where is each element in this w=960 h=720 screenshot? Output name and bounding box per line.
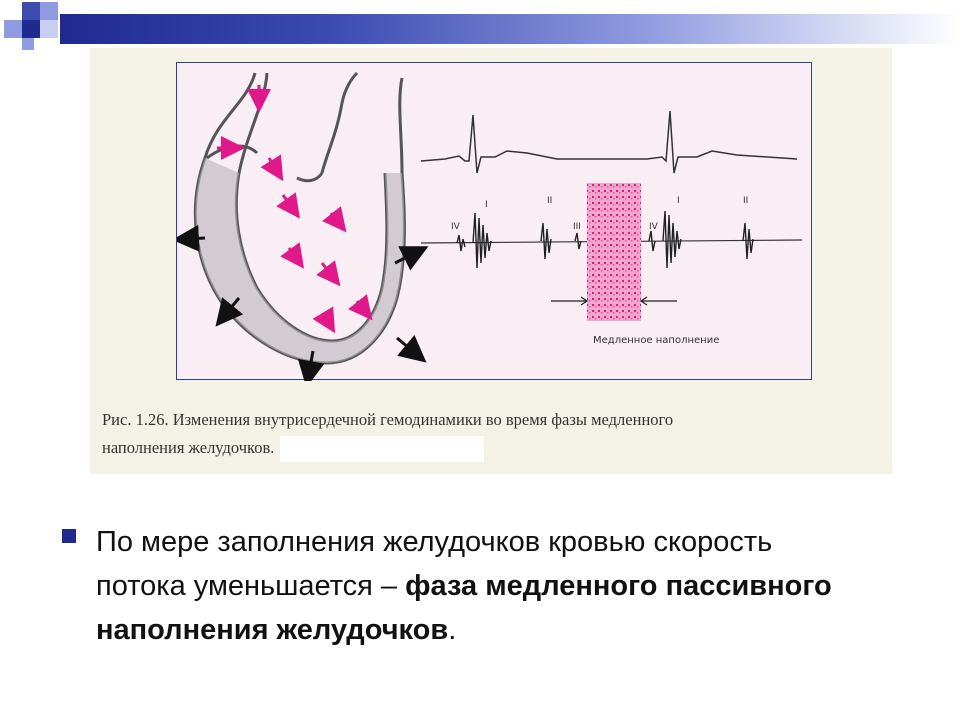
corner-decoration — [0, 0, 60, 60]
sound-label: III — [573, 222, 581, 232]
sound-label: IV — [649, 222, 658, 232]
ecg-trace — [421, 111, 797, 173]
heart-wall-fill — [195, 158, 404, 363]
caption-redaction — [280, 436, 484, 462]
bullet-text-normal: По мере заполнения желудочков кровью скорость потока уменьшается – — [96, 526, 773, 602]
caption-line-2-text: наполнения желудочков. — [102, 438, 275, 457]
figure-panel — [90, 48, 892, 474]
slow-filling-region — [587, 183, 641, 321]
sound-label: II — [743, 196, 749, 206]
caption-line-2 — [102, 434, 882, 462]
sound-label: II — [547, 196, 553, 206]
sound-label: IV — [451, 222, 460, 232]
header-gradient-bar — [60, 14, 960, 44]
bullet-text-end: . — [448, 614, 457, 646]
caption-line-1: Рис. 1.26. Изменения внутрисердечной гемодинамики во время фазы медленного — [102, 410, 674, 429]
bullet-text-bold: фаза медленного пассивного наполнения желудочков — [96, 570, 832, 646]
hemodynamics-diagram — [176, 62, 812, 380]
sound-label: I — [677, 196, 680, 206]
diagram-svg — [177, 63, 813, 381]
bullet-square-icon — [62, 529, 76, 543]
bullet-text — [96, 520, 856, 652]
phase-label: Медленное наполнение — [593, 335, 720, 346]
sound-label: I — [485, 200, 488, 210]
figure-caption — [102, 406, 882, 462]
